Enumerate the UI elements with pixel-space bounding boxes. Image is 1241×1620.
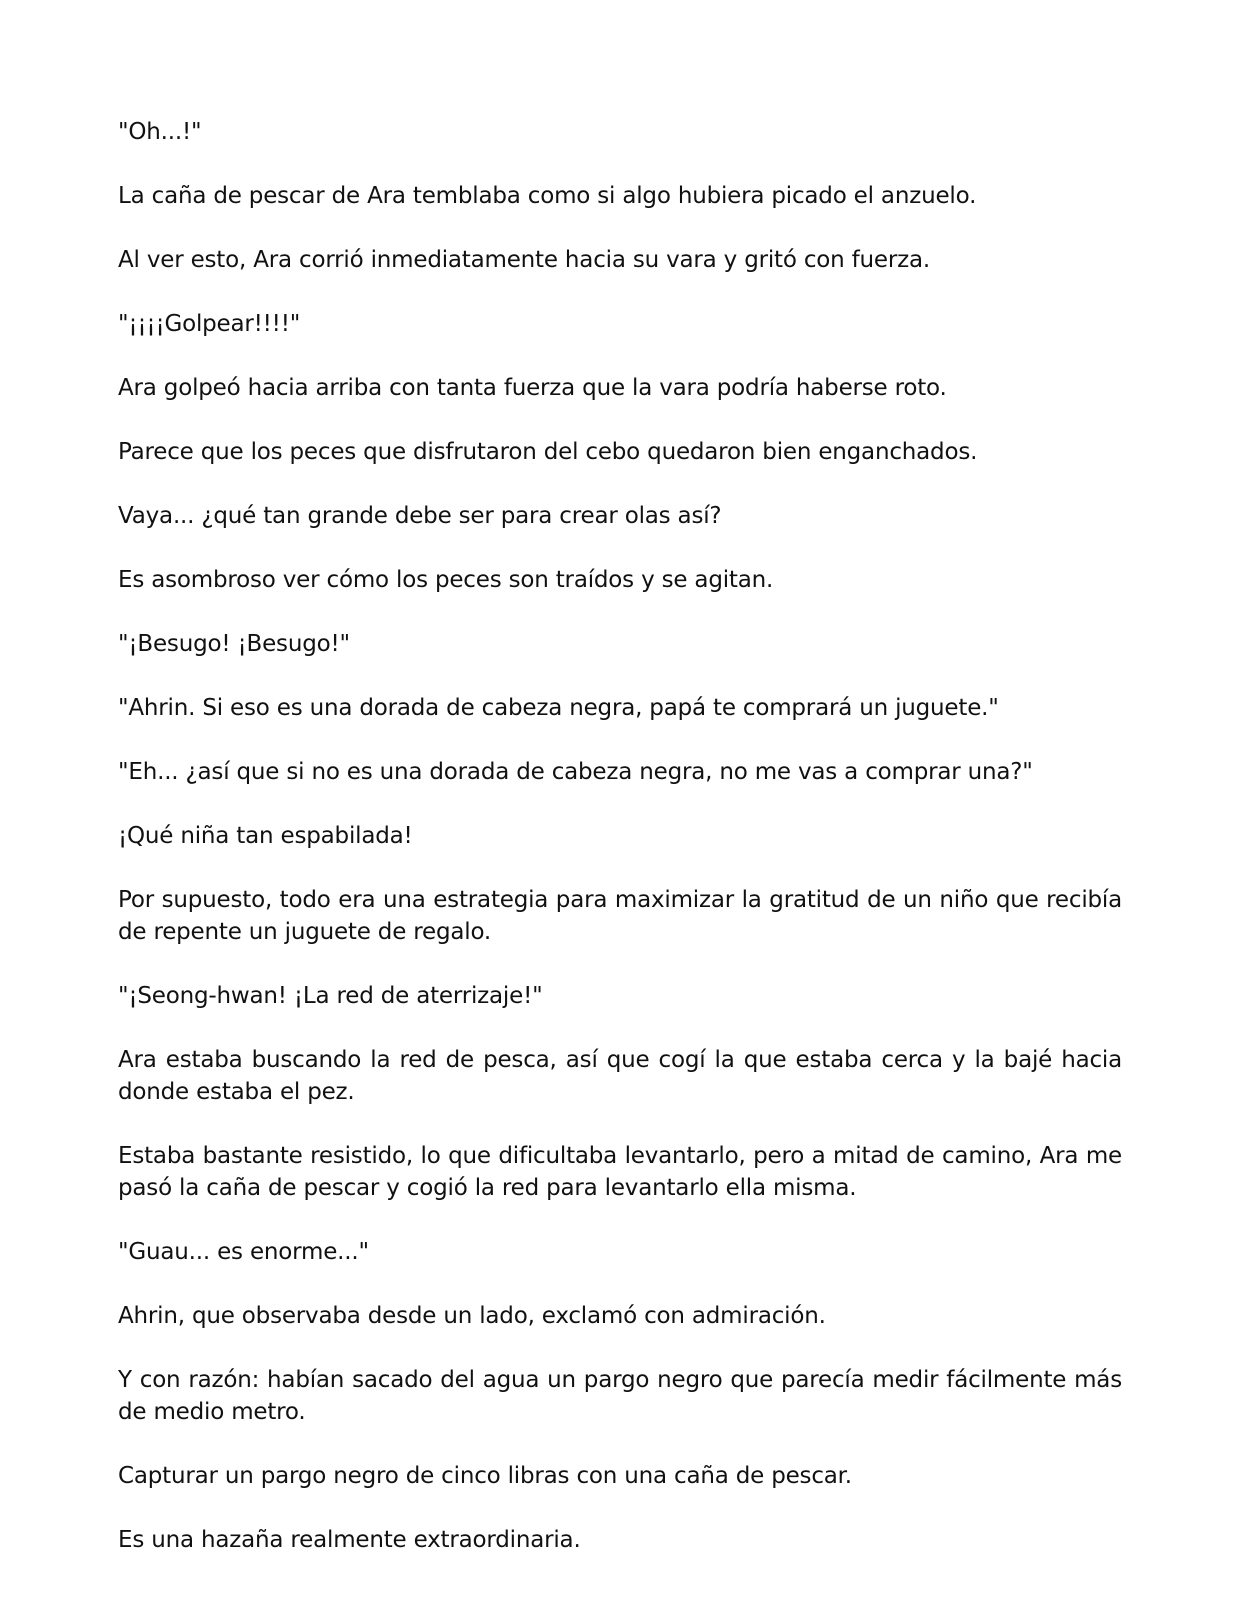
paragraph: "Ahrin. Si eso es una dorada de cabeza negra, papá te comprará un juguete." bbox=[118, 695, 999, 721]
document-page bbox=[118, 116, 1122, 1588]
paragraph: "Eh... ¿así que si no es una dorada de cabeza negra, no me vas a comprar una?" bbox=[118, 759, 1033, 785]
paragraph: "Oh...!" bbox=[118, 119, 202, 145]
paragraph: Estaba bastante resistido, lo que dificultaba levantarlo, pero a mitad de camino, Ara me pasó la caña de pescar y cogió la red para levantarlo ella misma. bbox=[118, 1143, 1122, 1201]
paragraph: Vaya... ¿qué tan grande debe ser para crear olas así? bbox=[118, 503, 722, 529]
paragraph: "¡¡¡¡Golpear!!!!" bbox=[118, 311, 301, 337]
paragraph: Capturar un pargo negro de cinco libras con una caña de pescar. bbox=[118, 1463, 852, 1489]
paragraph: ¡Qué niña tan espabilada! bbox=[118, 823, 413, 849]
paragraph: Por supuesto, todo era una estrategia para maximizar la gratitud de un niño que recibía de repente un juguete de regalo. bbox=[118, 887, 1122, 945]
paragraph: Parece que los peces que disfrutaron del cebo quedaron bien enganchados. bbox=[118, 439, 978, 465]
paragraph: Al ver esto, Ara corrió inmediatamente hacia su vara y gritó con fuerza. bbox=[118, 247, 931, 273]
paragraph: "Guau... es enorme..." bbox=[118, 1239, 369, 1265]
paragraph: Es asombroso ver cómo los peces son traídos y se agitan. bbox=[118, 567, 774, 593]
paragraph: "¡Besugo! ¡Besugo!" bbox=[118, 631, 350, 657]
paragraph: Ara golpeó hacia arriba con tanta fuerza que la vara podría haberse roto. bbox=[118, 375, 947, 401]
paragraph: La caña de pescar de Ara temblaba como si algo hubiera picado el anzuelo. bbox=[118, 183, 977, 209]
paragraph: Ahrin, que observaba desde un lado, exclamó con admiración. bbox=[118, 1303, 826, 1329]
paragraph: Ara estaba buscando la red de pesca, así que cogí la que estaba cerca y la bajé hacia donde estaba el pez. bbox=[118, 1047, 1122, 1105]
paragraph: Y con razón: habían sacado del agua un pargo negro que parecía medir fácilmente más de medio metro. bbox=[118, 1367, 1122, 1425]
paragraph: "¡Seong-hwan! ¡La red de aterrizaje!" bbox=[118, 983, 543, 1009]
paragraph: Es una hazaña realmente extraordinaria. bbox=[118, 1527, 581, 1553]
